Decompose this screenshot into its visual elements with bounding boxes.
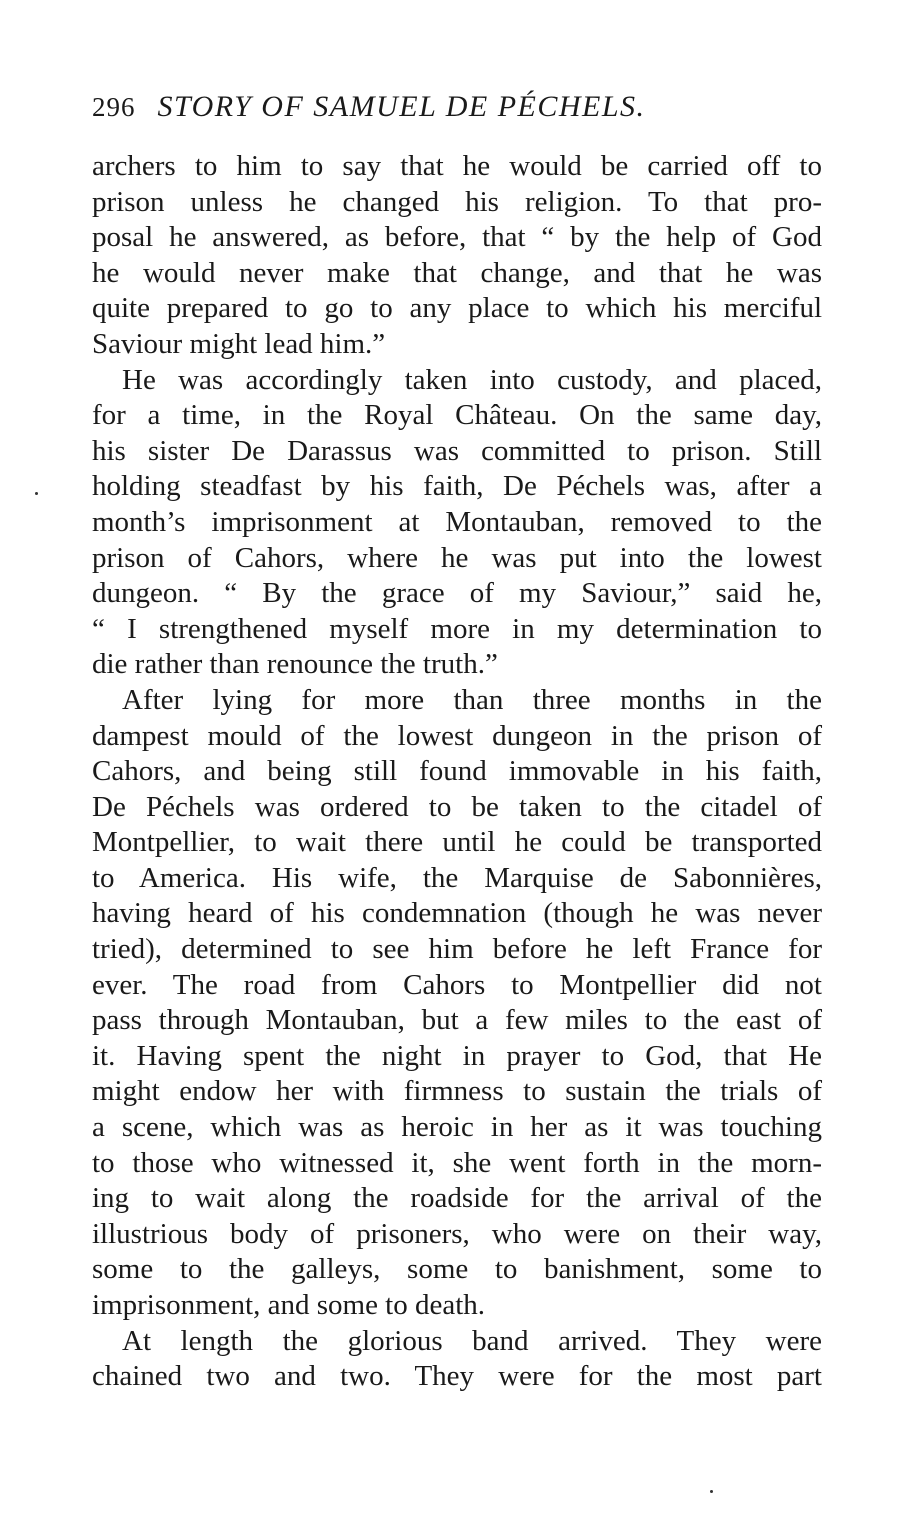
page-number: 296	[92, 92, 136, 122]
text-line: it. Having spent the night in prayer to God, that He	[92, 1039, 822, 1072]
text-line: die rather than renounce the truth.”	[92, 648, 498, 681]
text-line: his sister De Darassus was committed to prison. Still	[92, 434, 822, 467]
text-line: “ I strengthened myself more in my determination to	[92, 612, 822, 645]
text-line: for a time, in the Royal Château. On the same day,	[92, 399, 822, 432]
text-line: he would never make that change, and that he was	[92, 256, 822, 289]
text-line: archers to him to say that he would be carried off to	[92, 150, 822, 182]
text-line: Saviour might lead him.”	[92, 327, 386, 360]
text-line: to those who witnessed it, she went forth in the morn-	[92, 1146, 822, 1179]
text-line: might endow her with firmness to sustain the trials of	[92, 1075, 822, 1108]
text-line: posal he answered, as before, that “ by the help of God	[92, 221, 822, 254]
running-head	[92, 90, 832, 130]
text-line: At length the glorious band arrived. They were	[122, 1324, 822, 1357]
text-line: imprisonment, and some to death.	[92, 1289, 486, 1321]
body-text	[92, 149, 822, 1395]
text-line: dampest mould of the lowest dungeon in the prison of	[92, 719, 822, 752]
text-line: month’s imprisonment at Montauban, removed to the	[92, 505, 822, 538]
text-line: Montpellier, to wait there until he could be transported	[92, 826, 822, 859]
text-line: De Péchels was ordered to be taken to the citadel of	[92, 790, 822, 823]
print-speck	[35, 492, 38, 495]
print-speck	[710, 1490, 713, 1493]
text-line: to America. His wife, the Marquise de Sabonnières,	[92, 861, 822, 894]
text-line: prison of Cahors, where he was put into the lowest	[92, 541, 822, 574]
text-line: He was accordingly taken into custody, and placed,	[122, 363, 822, 396]
text-line: illustrious body of prisoners, who were on their way,	[92, 1217, 822, 1250]
text-line: After lying for more than three months in the	[122, 683, 822, 716]
text-line: tried), determined to see him before he left France for	[92, 933, 822, 966]
text-line: quite prepared to go to any place to which his merciful	[92, 292, 822, 325]
text-line: holding steadfast by his faith, De Péchels was, after a	[92, 470, 822, 503]
paragraph-4	[92, 1324, 822, 1395]
paragraph-3	[92, 683, 822, 1324]
text-line: ing to wait along the roadside for the arrival of the	[92, 1182, 822, 1215]
text-line: some to the galleys, some to banishment, some to	[92, 1253, 822, 1286]
text-line: having heard of his condemnation (though he was never	[92, 897, 822, 930]
text-line: dungeon. “ By the grace of my Saviour,” said he,	[92, 577, 822, 610]
text-line: Cahors, and being still found immovable in his faith,	[92, 755, 822, 788]
text-line: pass through Montauban, but a few miles to the east of	[92, 1004, 822, 1037]
paragraph-2	[92, 363, 822, 683]
text-line: ever. The road from Cahors to Montpellier did not	[92, 968, 822, 1001]
running-title: STORY OF SAMUEL DE PÉCHELS.	[157, 90, 646, 123]
paragraph-1	[92, 149, 822, 363]
text-line: chained two and two. They were for the most part	[92, 1360, 822, 1393]
text-line: a scene, which was as heroic in her as it was touching	[92, 1111, 822, 1144]
text-line: prison unless he changed his religion. To that pro-	[92, 185, 822, 218]
